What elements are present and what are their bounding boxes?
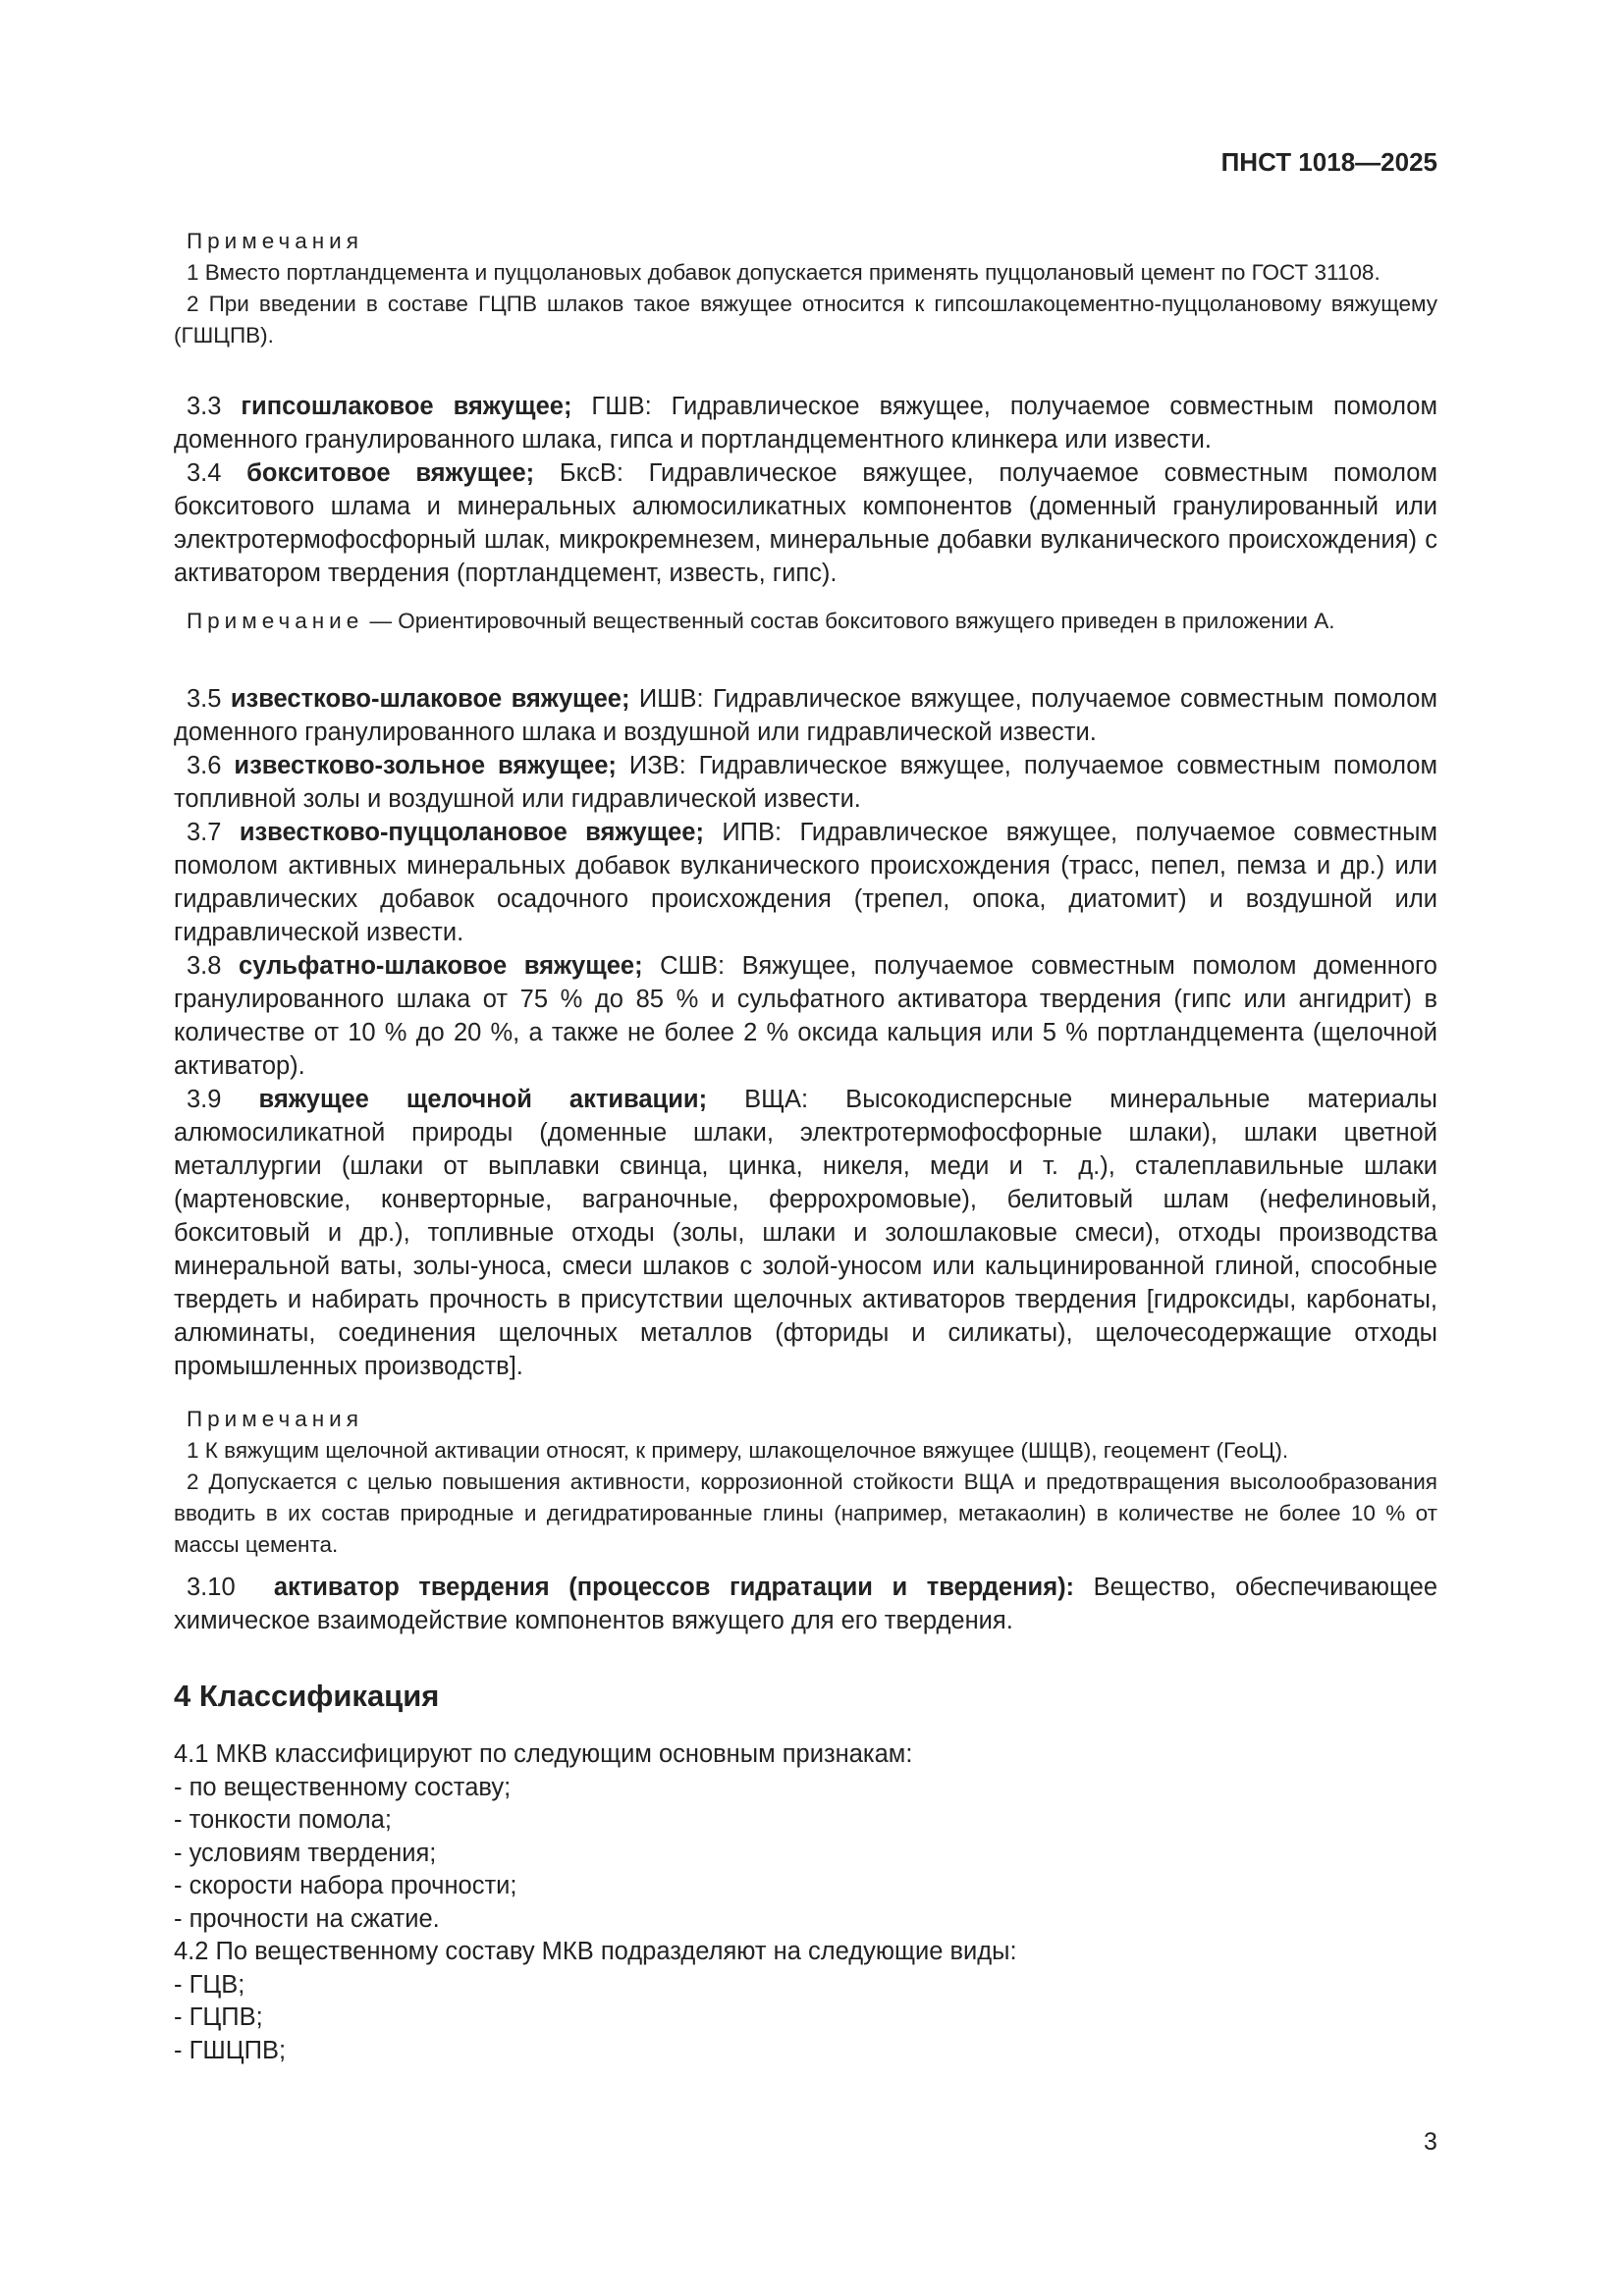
list-item: - скорости набора прочности; — [174, 1872, 517, 1899]
term-definition: ИПВ: Гидравлическое вяжущее, получаемое совместным помолом активных минеральных добавок вулканического происхождения (трасс, пепел, пемза и др.) или гидравлических добавок осадочного происхождения (трепел, опока, диатомит) и воздушной или гидравлической извести. — [174, 819, 1437, 946]
document-id: ПНСТ 1018—2025 — [1220, 147, 1437, 177]
term-3-3 — [174, 390, 1437, 590]
term-name: известково-пуццолановое вяжущее; — [239, 819, 704, 846]
paragraph-4-2: 4.2 По вещественному составу МКВ подразделяют на следующие виды: — [174, 1938, 1017, 1965]
list-item: - ГЦВ; — [174, 1970, 245, 1999]
note-item: 2 Допускается с целью повышения активности, коррозионной стойкости ВЩА и предотвращения высолообразования вводить в их состав природные и дегидратированные глины (например, метакаолин) в количестве не более 10 % от массы цемента. — [174, 1469, 1437, 1557]
term-number: 3.5 — [187, 685, 222, 713]
term-number: 3.8 — [187, 952, 222, 980]
term-number: 3.7 — [187, 819, 222, 846]
term-number: 3.3 — [187, 393, 222, 420]
page-number: 3 — [1424, 2128, 1437, 2156]
notes-heading: Примечания — [187, 1407, 363, 1431]
term-name: бокситовое вяжущее; — [246, 459, 535, 487]
note-3-4 — [174, 606, 1437, 637]
term-name: известково-шлаковое вяжущее; — [230, 685, 630, 713]
section-heading: 4 Классификация — [174, 1679, 440, 1713]
term-definition: Вещество, обеспечивающее химическое взаимодействие компонентов вяжущего для его твердения. — [174, 1574, 1437, 1634]
term-number: 3.4 — [187, 459, 222, 487]
term-name: гипсошлаковое вяжущее; — [241, 393, 572, 420]
list-item: - условиям твердения; — [174, 1839, 437, 1867]
term-definition: ИЗВ: Гидравлическое вяжущее, получаемое совместным помолом топливной золы и воздушной или гидравлической извести. — [174, 752, 1437, 813]
notes-heading: Примечания — [187, 229, 363, 253]
note-heading: Примечание — [187, 609, 364, 633]
list-item: - прочности на сжатие. — [174, 1904, 440, 1933]
list-item: - тонкости помола; — [174, 1806, 392, 1834]
term-name: сульфатно-шлаковое вяжущее; — [239, 952, 643, 980]
terms-3-5-to-3-9 — [174, 682, 1437, 1383]
note-item: 2 При введении в составе ГЦПВ шлаков такое вяжущее относится к гипсошлакоцементно-пуццолановому вяжущему (ГШЦПВ). — [174, 292, 1437, 347]
list-item: - ГШЦПВ; — [174, 2036, 287, 2064]
term-definition: ВЩА: Высокодисперсные минеральные материалы алюмосиликатной природы (доменные шлаки, электротермофосфорные шлаки), шлаки цветной металлургии (шлаки от выплавки свинца, цинка, никеля, меди и т. д.), сталеплавильные шлаки (мартеновские, конверторные, ваграночные, феррохромовые), белитовый шлам (нефелиновый, бокситовый и др.), топливные отходы (золы, шлаки и золошлаковые смеси), отходы производства минеральной ваты, золы-уноса, смеси шлаков с золой-уносом или кальцинированной глиной, способные твердеть и набирать прочность в присутствии щелочных активаторов твердения [гидроксиды, карбонаты, алюминаты, соединения щелочных металлов (фториды и силикаты), щелочесодержащие отходы промышленных производств]. — [174, 1086, 1437, 1380]
term-number: 3.6 — [187, 752, 222, 779]
note-text: — Ориентировочный вещественный состав бокситового вяжущего приведен в приложении А. — [369, 609, 1335, 633]
notes-3-9 — [174, 1404, 1437, 1561]
list-item: - ГЦПВ; — [174, 2003, 263, 2031]
term-number: 3.9 — [187, 1086, 222, 1113]
term-number: 3.10 — [187, 1574, 236, 1601]
term-name: активатор твердения (процессов гидратации и твердения): — [273, 1574, 1075, 1601]
term-name: известково-зольное вяжущее; — [234, 752, 617, 779]
note-item: 1 Вместо портландцемента и пуццолановых добавок допускается применять пуццолановый цемент по ГОСТ 31108. — [187, 260, 1380, 285]
term-definition: ИШВ: Гидравлическое вяжущее, получаемое совместным помолом доменного гранулированного шлака и воздушной или гидравлической извести. — [174, 685, 1437, 746]
term-name: вяжущее щелочной активации; — [258, 1086, 708, 1113]
notes-block — [174, 226, 1437, 351]
paragraph-4-1: 4.1 МКВ классифицируют по следующим основным признакам: — [174, 1740, 913, 1768]
term-definition: СШВ: Вяжущее, получаемое совместным помолом доменного гранулированного шлака от 75 % до 85 % и сульфатного активатора твердения (гипс или ангидрит) в количестве от 10 % до 20 %, а также не более 2 % оксида кальция или 5 % портландцемента (щелочной активатор). — [174, 952, 1437, 1080]
section-4 — [174, 1679, 1437, 2067]
list-item: - по вещественному составу; — [174, 1773, 512, 1801]
term-definition: ГШВ: Гидравлическое вяжущее, получаемое совместным помолом доменного гранулированного шлака, гипса и портландцементного клинкера или извести. — [174, 393, 1437, 454]
note-item: 1 К вяжущим щелочной активации относят, к примеру, шлакощелочное вяжущее (ШЩВ), геоцемент (ГеоЦ). — [187, 1438, 1289, 1463]
term-3-10 — [174, 1571, 1437, 1637]
term-definition: БксВ: Гидравлическое вяжущее, получаемое совместным помолом бокситового шлама и минеральных алюмосиликатных компонентов (доменный гранулированный или электротермофосфорный шлак, микрокремнезем, минеральные добавки вулканического происхождения) с активатором твердения (портландцемент, известь, гипс). — [174, 459, 1437, 587]
